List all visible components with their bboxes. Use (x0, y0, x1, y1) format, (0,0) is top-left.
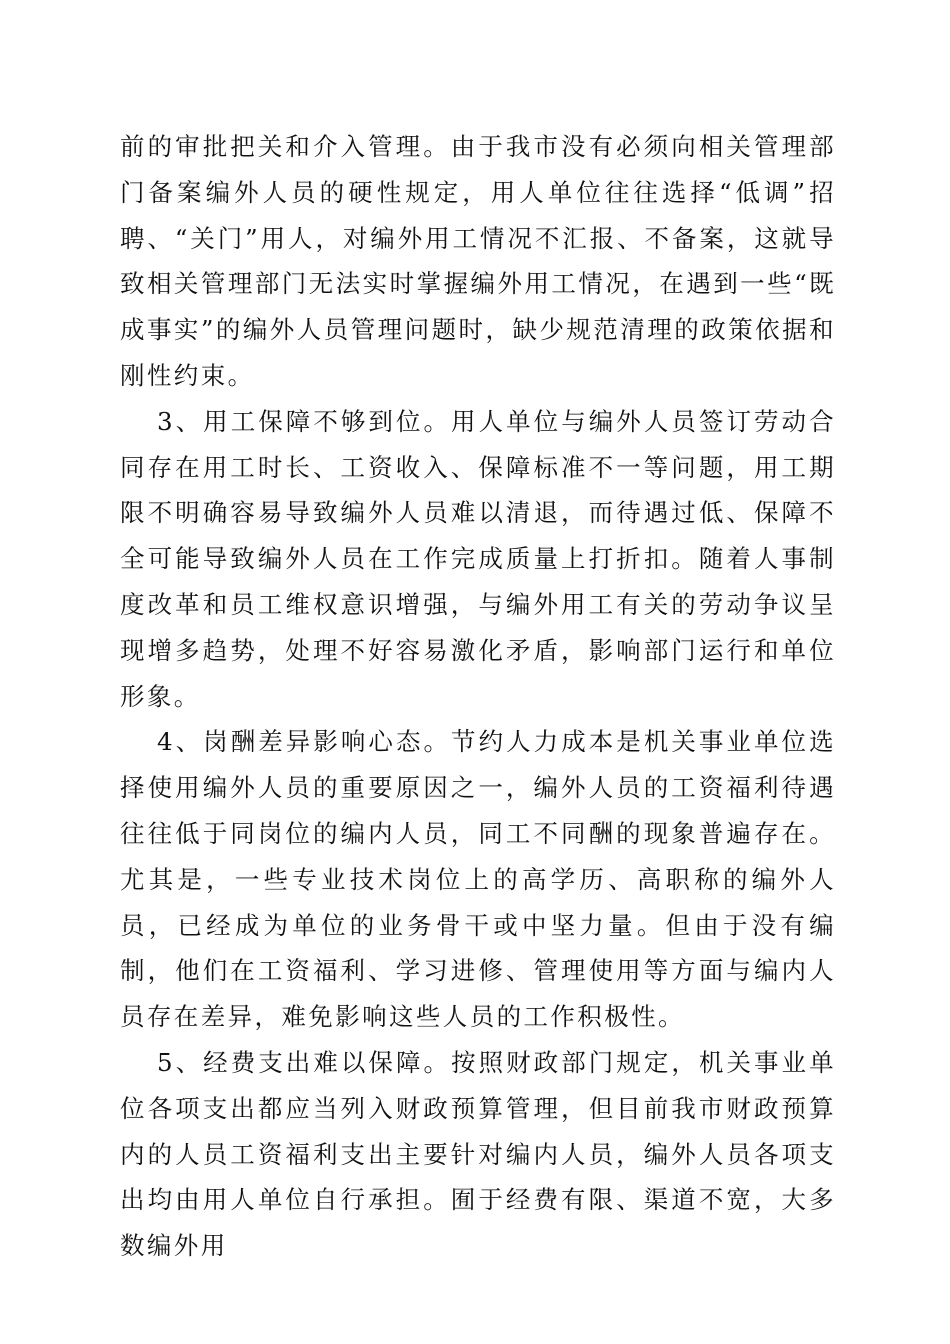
paragraph-continuation: 前的审批把关和介入管理。由于我市没有必须向相关管理部门备案编外人员的硬性规定，用人单位往往选择“低调”招聘、“关门”用人，对编外用工情况不汇报、不备案，这就导致相关管理部门无法实时掌握编外用工情况，在遇到一些“既成事实”的编外人员管理问题时，缺少规范清理的政策依据和刚性约束。 (120, 132, 836, 390)
paragraph-item-4: 4、岗酬差异影响心态。节约人力成本是机关事业单位选择使用编外人员的重要原因之一，编外人员的工资福利待遇往往低于同岗位的编内人员，同工不同酬的现象普遍存在。尤其是，一些专业技术岗位上的高学历、高职称的编外人员，已经成为单位的业务骨干或中坚力量。但由于没有编制，他们在工资福利、学习进修、管理使用等方面与编内人员存在差异，难免影响这些人员的工作积极性。 (120, 727, 836, 1032)
paragraph-item-3: 3、用工保障不够到位。用人单位与编外人员签订劳动合同存在用工时长、工资收入、保障标准不一等问题，用工期限不明确容易导致编外人员难以清退，而待遇过低、保障不全可能导致编外人员在工作完成质量上打折扣。随着人事制度改革和员工维权意识增强，与编外用工有关的劳动争议呈现增多趋势，处理不好容易激化矛盾，影响部门运行和单位形象。 (120, 406, 836, 711)
paragraph-item-5: 5、经费支出难以保障。按照财政部门规定，机关事业单位各项支出都应当列入财政预算管理，但目前我市财政预算内的人员工资福利支出主要针对编内人员，编外人员各项支出均由用人单位自行承担。囿于经费有限、渠道不宽，大多数编外用 (120, 1047, 836, 1261)
document-body (120, 124, 836, 1269)
